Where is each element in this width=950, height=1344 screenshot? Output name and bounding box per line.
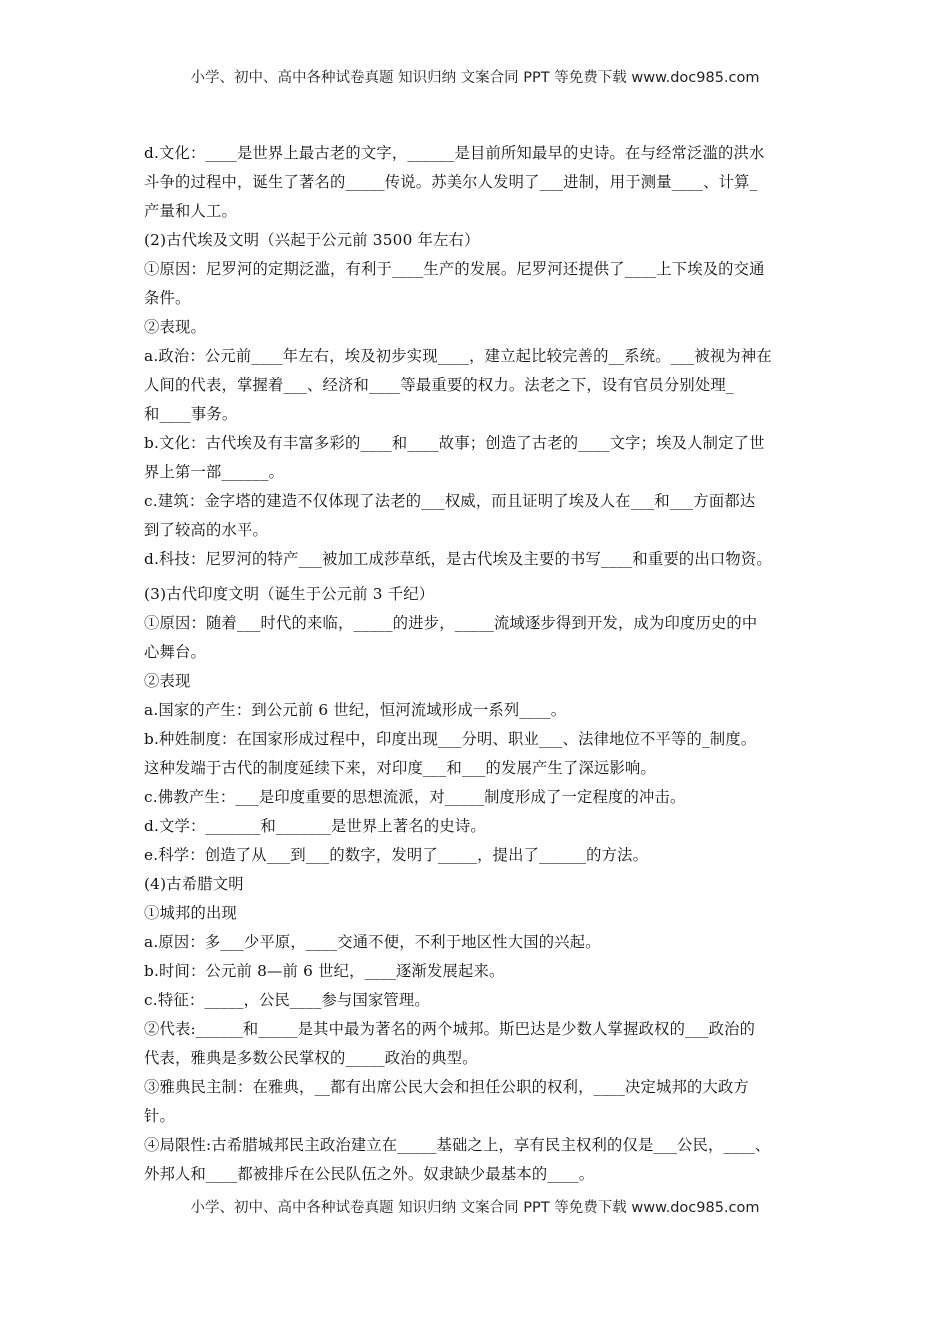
text-line: 到了较高的水平。 — [144, 521, 268, 539]
text-line: b.种姓制度：在国家形成过程中，印度出现___分明、职业___、法律地位不平等的_制度。 — [144, 730, 757, 748]
text-line: ②代表:______和_____是其中最为著名的两个城邦。斯巴达是少数人掌握政权的___政治的 — [144, 1020, 756, 1038]
text-line: ①城邦的出现 — [144, 904, 237, 922]
text-line: d.科技：尼罗河的特产___被加工成莎草纸，是古代埃及主要的书写____和重要的出口物资。 — [144, 550, 772, 568]
text-line: 界上第一部______。 — [144, 463, 285, 481]
text-line: ①原因：随着___时代的来临，_____的进步，_____流域逐步得到开发，成为印度历史的中 — [144, 614, 758, 632]
text-line: 外邦人和____都被排斥在公民队伍之外。奴隶缺少最基本的____。 — [144, 1165, 595, 1183]
text-line: b.时间：公元前 8—前 6 世纪，____逐渐发展起来。 — [144, 962, 505, 980]
text-line: d.文学：_______和_______是世界上著名的史诗。 — [144, 817, 486, 835]
text-line: a.国家的产生：到公元前 6 世纪，恒河流域形成一系列____。 — [144, 701, 567, 719]
text-line: 这种发端于古代的制度延续下来，对印度___和___的发展产生了深远影响。 — [144, 759, 656, 777]
text-line: a.原因：多___少平原，____交通不便，不利于地区性大国的兴起。 — [144, 933, 601, 951]
text-line: 斗争的过程中，诞生了著名的_____传说。苏美尔人发明了___进制，用于测量____、计算_ — [144, 173, 758, 191]
section-heading: (4)古希腊文明 — [144, 875, 244, 893]
text-line: c.建筑：金字塔的建造不仅体现了法老的___权威，而且证明了埃及人在___和___方面都达 — [144, 492, 756, 510]
text-line: 和____事务。 — [144, 405, 238, 423]
text-line: 人间的代表，掌握着___、经济和____等最重要的权力。法老之下，设有官员分别处理_ — [144, 376, 734, 394]
text-line: 针。 — [144, 1107, 175, 1125]
text-line: e.科学：创造了从___到___的数字，发明了_____，提出了______的方法。 — [144, 846, 649, 864]
text-line: 代表，雅典是多数公民掌权的_____政治的典型。 — [144, 1049, 478, 1067]
text-line: 产量和人工。 — [144, 202, 237, 220]
page-footer: 小学、初中、高中各种试卷真题 知识归纳 文案合同 PPT 等免费下载 www.doc985.com — [190, 1200, 760, 1216]
text-line: d.文化：____是世界上最古老的文字，______是目前所知最早的史诗。在与经常泛滥的洪水 — [144, 144, 765, 162]
document-body — [144, 139, 824, 1189]
text-line: ②表现。 — [144, 318, 206, 336]
text-line: c.特征：_____，公民____参与国家管理。 — [144, 991, 430, 1009]
text-line: ②表现 — [144, 672, 191, 690]
section-heading: (2)古代埃及文明（兴起于公元前 3500 年左右） — [144, 231, 480, 249]
text-line: 心舞台。 — [144, 643, 206, 661]
page-header: 小学、初中、高中各种试卷真题 知识归纳 文案合同 PPT 等免费下载 www.doc985.com — [190, 70, 760, 86]
text-line: ③雅典民主制：在雅典，__都有出席公民大会和担任公职的权利，____决定城邦的大政方 — [144, 1078, 749, 1096]
text-line: ①原因：尼罗河的定期泛滥，有利于____生产的发展。尼罗河还提供了____上下埃及的交通 — [144, 260, 765, 278]
text-line: c.佛教产生：___是印度重要的思想流派，对_____制度形成了一定程度的冲击。 — [144, 788, 686, 806]
section-heading: (3)古代印度文明（诞生于公元前 3 千纪） — [144, 585, 435, 603]
text-line: b.文化：古代埃及有丰富多彩的____和____故事；创造了古老的____文字；埃及人制定了世 — [144, 434, 765, 452]
text-line: ④局限性:古希腊城邦民主政治建立在_____基础之上，享有民主权利的仅是___公民，____、 — [144, 1136, 771, 1154]
text-line: a.政治：公元前____年左右，埃及初步实现____，建立起比较完善的__系统。___被视为神在 — [144, 347, 772, 365]
text-line: 条件。 — [144, 289, 191, 307]
